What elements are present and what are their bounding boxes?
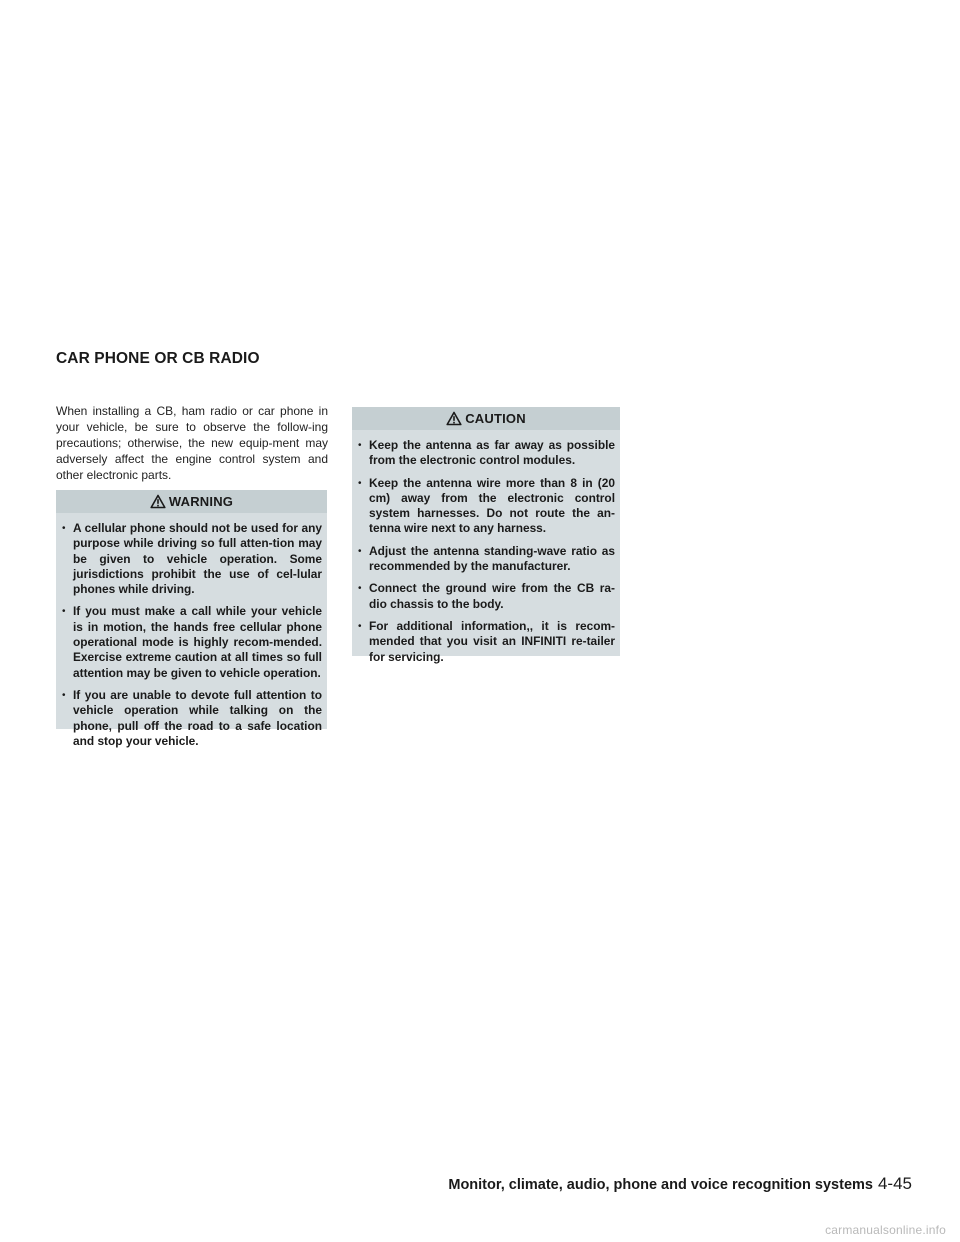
page-footer — [448, 1174, 912, 1194]
warning-item: • If you are unable to devote full attention to vehicle operation while talking on the phone, pull off the road to a safe location and stop your vehicle. — [61, 688, 322, 749]
section-title: CAR PHONE OR CB RADIO — [56, 350, 260, 367]
caution-item: • For additional information,, it is recom-mended that you visit an INFINITI re-tailer for servicing. — [357, 619, 615, 665]
caution-item: • Keep the antenna wire more than 8 in (20 cm) away from the electronic control system harnesses. Do not route the an-tenna wire next to any harness. — [357, 476, 615, 537]
intro-paragraph: When installing a CB, ham radio or car phone in your vehicle, be sure to observe the follow-ing precautions; otherwise, the new equip-ment may adversely affect the engine control system and other electronic parts. — [56, 404, 328, 483]
caution-box — [352, 407, 620, 664]
warning-item: • If you must make a call while your vehicle is in motion, the hands free cellular phone operational mode is highly recom-mended. Exercise extreme caution at all times so full attention may be given to vehicle operation. — [61, 604, 322, 680]
warning-triangle-icon — [150, 494, 166, 509]
warning-box — [56, 490, 327, 748]
warning-item: • A cellular phone should not be used for any purpose while driving so full atten-tion may be given to vehicle operation. Some jurisdictions prohibit the use of cel-lular phones while driving. — [61, 521, 322, 597]
caution-item: • Connect the ground wire from the CB ra-dio chassis to the body. — [357, 581, 615, 612]
caution-item: • Keep the antenna as far away as possible from the electronic control modules. — [357, 438, 615, 469]
caution-item: • Adjust the antenna standing-wave ratio as recommended by the manufacturer. — [357, 544, 615, 575]
warning-list — [56, 513, 327, 762]
warning-triangle-icon — [446, 411, 462, 426]
watermark: carmanualsonline.info — [825, 1223, 946, 1237]
chapter-title: Monitor, climate, audio, phone and voice recognition systems — [448, 1177, 873, 1193]
caution-header — [352, 407, 620, 430]
warning-label: WARNING — [168, 494, 234, 509]
page-number: 4-45 — [877, 1174, 912, 1193]
caution-list — [352, 430, 620, 678]
warning-header — [56, 490, 327, 513]
caution-label: CAUTION — [465, 411, 526, 426]
